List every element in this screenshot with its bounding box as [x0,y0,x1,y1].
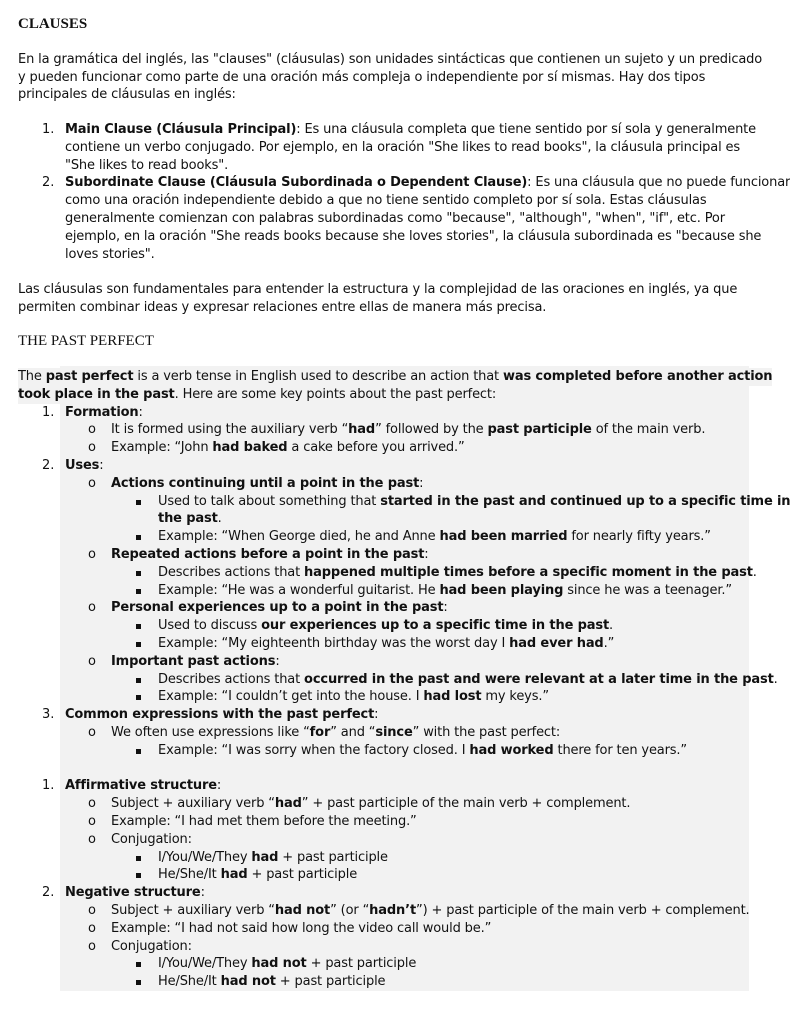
square-bullet-icon [136,749,141,754]
list-item-line: Negative structure: [65,885,205,901]
circle-bullet-icon: o [88,796,96,812]
circle-bullet-icon: o [88,938,96,954]
list-item-line: Affirmative structure: [65,778,222,794]
list-number: 2. [42,885,55,901]
circle-bullet-icon: o [88,440,96,456]
list-item-line: Example: “He was a wonderful guitarist. He had been playing since he was a teenager.” [158,582,732,598]
list-item-line: Subject + auxiliary verb “had” + past participle of the main verb + complement. [111,796,631,812]
list-item-line: He/She/It had + past participle [158,867,358,883]
circle-bullet-icon: o [88,831,96,847]
list-item-line: Main Clause (Cláusula Principal): Es una cláusula completa que tiene sentido por sí sola y generalmente [65,122,756,137]
list-item-line: It is formed using the auxiliary verb “had” followed by the past participle of the main verb. [111,422,706,438]
list-item-line: Conjugation: [111,938,192,954]
square-bullet-icon [136,642,141,647]
list-item-line: Describes actions that happened multiple times before a specific moment in the past. [158,564,757,580]
intro-line: En la gramática del inglés, las "clauses" (cláusulas) son unidades sintácticas que contienen un sujeto y un predicado [18,52,763,67]
list-number: 2. [42,175,55,191]
square-bullet-icon [136,571,141,576]
square-bullet-icon [136,980,141,985]
list-item-line: como una oración independiente debido a que no tiene sentido completo por sí sola. Estas cláusulas [65,193,707,209]
list-item-line: Used to talk about something that started in the past and continued up to a specific time in [158,493,790,509]
square-bullet-icon [136,873,141,878]
list-item-line: generalmente comienzan con palabras subordinadas como "because", "although", "when", "if", etc. Por [65,211,725,226]
list-item-line: Subject + auxiliary verb “had not” (or “hadn’t”) + past participle of the main verb + complement. [111,903,750,918]
square-bullet-icon [136,678,141,683]
circle-bullet-icon: o [88,475,96,491]
square-bullet-icon [136,535,141,540]
list-item-line: He/She/It had not + past participle [158,974,386,990]
list-item-line: Common expressions with the past perfect: [65,707,379,723]
circle-bullet-icon: o [88,547,96,562]
square-bullet-icon [136,962,141,967]
outro-line: permiten combinar ideas y expresar relaciones entre ellas de manera más precisa. [18,299,547,315]
list-item-line: Repeated actions before a point in the past: [111,547,429,562]
past-perfect-heading: THE PAST PERFECT [18,333,154,349]
clauses-heading: CLAUSES [18,16,88,32]
circle-bullet-icon: o [88,920,96,936]
list-number: 1. [42,778,55,794]
list-item-line: Example: “I couldn’t get into the house. I had lost my keys.” [158,689,549,705]
intro-line: y pueden funcionar como parte de una oración más compleja o independiente por sí mismas. Hay dos tipos [18,69,706,85]
intro-line: principales de cláusulas en inglés: [18,87,236,102]
list-number: 1. [42,122,55,137]
list-item-line: Important past actions: [111,653,280,669]
list-item-line: I/You/We/They had + past participle [158,849,388,865]
list-item-line: Describes actions that occurred in the past and were relevant at a later time in the past. [158,671,778,687]
list-item-line: the past. [158,511,222,527]
list-item-line: Used to discuss our experiences up to a specific time in the past. [158,618,614,634]
outro-line: Las cláusulas son fundamentales para entender la estructura y la complejidad de las oraciones en inglés, ya que [18,282,738,297]
circle-bullet-icon: o [88,600,96,616]
list-item-line: Conjugation: [111,831,192,847]
list-item-line: Personal experiences up to a point in the past: [111,600,448,616]
list-item-line: contiene un verbo conjugado. Por ejemplo, en la oración "She likes to read books", la cláusula principal es [65,139,741,155]
square-bullet-icon [136,589,141,594]
square-bullet-icon [136,695,141,700]
square-bullet-icon [136,856,141,861]
list-item-line: Example: “I had met them before the meeting.” [111,814,417,829]
list-number: 2. [42,458,55,473]
list-number: 3. [42,707,55,723]
circle-bullet-icon: o [88,653,96,669]
list-number: 1. [42,404,55,420]
square-bullet-icon [136,500,141,505]
list-item-line: Example: “When George died, he and Anne had been married for nearly fifty years.” [158,529,711,545]
square-bullet-icon [136,624,141,629]
list-item-line: Example: “I was sorry when the factory closed. I had worked there for ten years.” [158,742,687,758]
circle-bullet-icon: o [88,725,96,740]
list-item-line: I/You/We/They had not + past participle [158,956,417,972]
list-item-line: Example: “I had not said how long the video call would be.” [111,920,492,936]
paragraph-line: took place in the past. Here are some key points about the past perfect: [18,386,497,402]
list-item-line: Example: “John had baked a cake before you arrived.” [111,440,465,456]
list-item-line: Formation: [65,404,143,420]
circle-bullet-icon: o [88,422,96,438]
list-item-line: We often use expressions like “for” and “since” with the past perfect: [111,725,561,740]
list-item-line: Actions continuing until a point in the past: [111,475,424,491]
circle-bullet-icon: o [88,903,96,918]
circle-bullet-icon: o [88,814,96,829]
list-item-line: Example: “My eighteenth birthday was the worst day I had ever had.” [158,636,615,651]
list-item-line: ejemplo, en la oración "She reads books because she loves stories", la cláusula subordinada es "because she [65,228,762,244]
list-item-line: "She likes to read books". [65,157,229,173]
list-item-line: Subordinate Clause (Cláusula Subordinada o Dependent Clause): Es una cláusula que no puede funcionar [65,175,790,191]
list-item-line: loves stories". [65,246,155,262]
paragraph-line: The past perfect is a verb tense in English used to describe an action that was completed before another action [18,369,773,384]
list-item-line: Uses: [65,458,104,473]
